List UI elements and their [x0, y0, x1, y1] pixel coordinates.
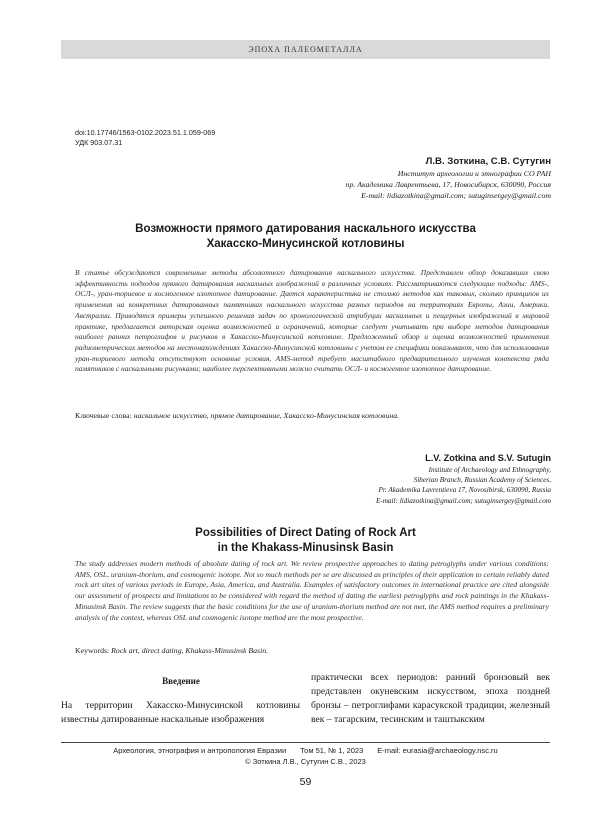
body-text-left-column [61, 699, 300, 727]
title-ru-line: Возможности прямого датирования наскального искусства [135, 223, 476, 235]
abstract-en: The study addresses modern methods of absolute dating of rock art. We review prospective approaches to dating petroglyphs under various conditions: AMS, OSL, uranium-thorium, and cosmogenic isotope. Not so much methods per se are discussed as principles of their application to certain reliably dated rock art sites of various periods in Europe, Asia, America, and Australia. Examples of satisfactory outcomes in international practice are cited alongside our assessment of prospects and limitations to be considered with regard the method of dating the earliest petroglyphs and rock paintings in the Khakass-Minusinsk Basin. The review suggests that the basic conditions for the use of uranium-thorium method are not met, the AMS method requires a preliminary analysis of the context, whereas OSL and cosmogenic isotope method are the most prospective. [75, 559, 549, 622]
affiliation-en-line: Pr. Akademika Lavrentieva 17, Novosibirsk, 630090, Russia [378, 486, 551, 495]
title-ru-line: Хакасско-Минусинской котловины [206, 238, 405, 250]
affiliation-en-line: Institute of Archaeology and Ethnography, [428, 466, 551, 474]
body-text-right-column [311, 671, 550, 727]
footer-journal-name: Археология, этнография и антропология Евразии [113, 746, 287, 755]
abstract-ru: В статье обсуждаются современные методы абсолютного датирования наскального искусства. Представлен обзор доказавших свою эффективность подходов прямого датирования наскальных изображений в различных условиях. Рассматриваются следующие подходы: AMS-, ОСЛ-, уран-ториевое и космогенное изотопное датирование. Дается характеристика не столько методов как таковых, сколько принципов их применения на конкретных датированных памятниках наскального искусства разных периодов на территориях Европы, Азии, Америки, Австралии. Приводятся примеры успешного решения задач по хронологической атрибуции наскальных и пещерных изображений в мировой практике, предлагается авторская оценка возможностей и ограничений, которые следует учитывать при выборе методов датирования наиболее ранних петроглифов и рисунков в Хакасско-Минусинской котловине. Предложенный обзор и оценка возможностей применения радиометрических методов на местонахождениях Хакасско-Минусинской котловины с учетом ее специфики показывают, что для использования уран-ториевого метода отсутствуют основные условия, AMS-метод требует масштабного предварительного изучения контекста ряда памятников с наскальными рисунками; наиболее перспективными можно считать ОСЛ- и космогенное изотопное датирование. [75, 268, 549, 374]
body-paragraph: практически всех периодов: ранний бронзовый век представлен окуневским искусством, эпоха поздней бронзы – петроглифами карасукской традиции, железный век – тагарским, тесинским и таштыкским [311, 672, 550, 725]
affiliation-ru [346, 168, 551, 202]
keywords-ru-value: наскальное искусство, прямое датирование, Хакасско-Минусинская котловина. [133, 411, 400, 420]
authors-ru: Л.В. Зоткина, С.В. Сутугин [425, 156, 551, 167]
doi[interactable]: doi:10.17746/1563-0102.2023.51.1.059-069 [75, 128, 216, 137]
page-number: 59 [299, 776, 312, 788]
affiliation-ru-line: пр. Академика Лаврентьева, 17, Новосибирск, 630090, Россия [345, 180, 551, 190]
section-title-introduction: Введение [162, 676, 200, 686]
body-paragraph: На территории Хакасско-Минусинской котловины известны датированные наскальные изображения [61, 700, 300, 725]
affiliation-en [376, 465, 551, 506]
footer-email[interactable]: E-mail: eurasia@archaeology.nsc.ru [377, 746, 498, 755]
keywords-en-label: Keywords: [75, 646, 110, 655]
title-ru [61, 222, 550, 252]
affiliation-en-line: Siberian Branch, Russian Academy of Sciences, [413, 476, 551, 485]
authors-en: L.V. Zotkina and S.V. Sutugin [425, 453, 551, 463]
footer-volume: Том 51, № 1, 2023 [300, 746, 364, 755]
affiliation-ru-line: Институт археологии и этнографии СО РАН [397, 169, 551, 178]
keywords-en-value: Rock art, direct dating, Khakass-Minusinsk Basin. [111, 646, 269, 655]
title-en [61, 526, 550, 556]
udk: УДК 903.07.31 [75, 138, 123, 147]
footer-copyright: © Зоткина Л.В., Сутугин С.В., 2023 [245, 757, 366, 766]
title-en-line: in the Khakass-Minusinsk Basin [217, 542, 394, 554]
footer-divider [61, 742, 550, 743]
title-en-line: Possibilities of Direct Dating of Rock Art [195, 527, 416, 539]
keywords-en [75, 646, 268, 655]
journal-section-banner: ЭПОХА ПАЛЕОМЕТАЛЛА [61, 40, 550, 59]
keywords-ru [75, 411, 399, 420]
keywords-ru-label: Ключевые слова: [75, 411, 132, 420]
footer-journal-info [61, 746, 550, 755]
affiliation-en-email[interactable]: E-mail: lidiazotkina@gmail.com; sutuginsergey@gmail.com [375, 496, 551, 505]
affiliation-ru-email[interactable]: E-mail: lidiazotkina@gmail.com; sutuginsergey@gmail.com [361, 191, 551, 201]
